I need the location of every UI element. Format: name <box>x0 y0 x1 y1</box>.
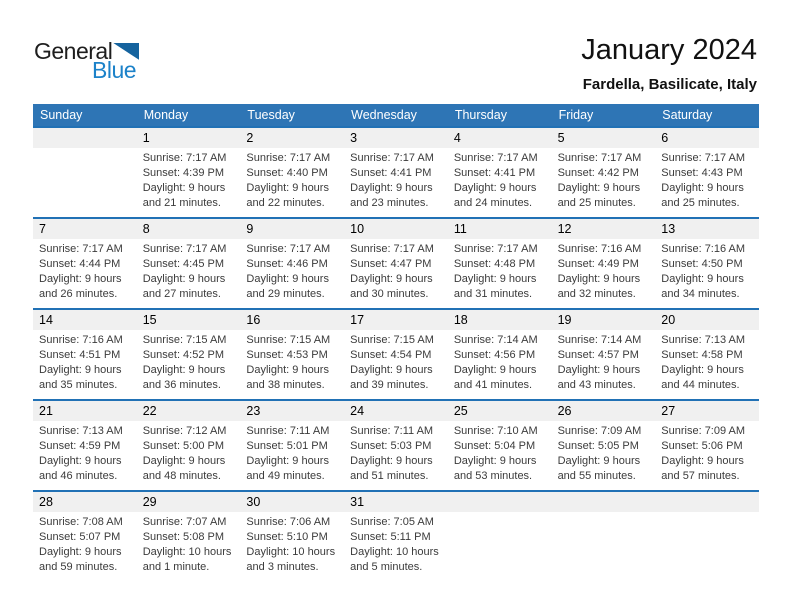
calendar-day-cell <box>448 128 552 217</box>
calendar-day-cell <box>655 401 759 490</box>
day-number: 4 <box>448 128 552 148</box>
sunset-line: Sunset: 5:00 PM <box>142 440 225 452</box>
week-row <box>33 126 759 217</box>
calendar-day-cell <box>33 401 137 490</box>
sunrise-line: Sunrise: 7:09 AM <box>661 425 746 437</box>
day-details <box>240 148 344 217</box>
sunrise-line: Sunrise: 7:12 AM <box>142 425 227 437</box>
sunset-line: Sunset: 5:01 PM <box>246 440 328 452</box>
daylight-line: Daylight: 9 hours and 51 minutes. <box>350 455 433 482</box>
calendar-day-cell <box>240 492 344 581</box>
sunset-line: Sunset: 4:58 PM <box>661 349 743 361</box>
daylight-line: Daylight: 9 hours and 46 minutes. <box>39 455 122 482</box>
day-number: 23 <box>240 401 344 421</box>
weekday-header-row <box>33 104 759 126</box>
calendar-day-cell <box>137 128 241 217</box>
calendar-day-cell <box>448 492 552 581</box>
daylight-line: Daylight: 9 hours and 36 minutes. <box>142 364 226 391</box>
calendar-day-cell <box>344 310 448 399</box>
daylight-line: Daylight: 9 hours and 44 minutes. <box>661 364 744 391</box>
daylight-line: Daylight: 9 hours and 41 minutes. <box>453 364 537 391</box>
weekday-thursday: Thursday <box>454 108 507 122</box>
calendar-day-cell <box>240 219 344 308</box>
day-number: 1 <box>137 128 241 148</box>
day-number: 21 <box>33 401 137 421</box>
day-number: 9 <box>240 219 344 239</box>
daylight-line: Daylight: 9 hours and 31 minutes. <box>453 273 537 300</box>
sunrise-line: Sunrise: 7:15 AM <box>142 334 227 346</box>
weekday-monday: Monday <box>143 108 189 122</box>
day-number: 28 <box>33 492 137 512</box>
daylight-line: Daylight: 10 hours and 1 minute. <box>142 546 232 573</box>
day-number: 19 <box>552 310 656 330</box>
day-details <box>344 512 448 581</box>
day-details <box>137 421 241 490</box>
week-row <box>33 217 759 308</box>
sunrise-line: Sunrise: 7:06 AM <box>246 516 331 528</box>
day-details <box>33 421 137 490</box>
sunset-line: Sunset: 5:07 PM <box>39 531 121 543</box>
daylight-line: Daylight: 9 hours and 35 minutes. <box>39 364 122 391</box>
daylight-line: Daylight: 9 hours and 34 minutes. <box>661 273 744 300</box>
day-details <box>240 421 344 490</box>
weekday-sunday: Sunday <box>40 108 83 122</box>
sunset-line: Sunset: 4:48 PM <box>453 258 536 270</box>
sunrise-line: Sunrise: 7:17 AM <box>39 243 123 255</box>
day-number: 16 <box>240 310 344 330</box>
day-number <box>552 492 656 512</box>
sunrise-line: Sunrise: 7:16 AM <box>661 243 746 255</box>
daylight-line: Daylight: 9 hours and 43 minutes. <box>557 364 641 391</box>
day-details <box>448 421 552 490</box>
week-row <box>33 308 759 399</box>
calendar-day-cell <box>552 310 656 399</box>
weekday-tuesday: Tuesday <box>247 108 295 122</box>
sunrise-line: Sunrise: 7:07 AM <box>142 516 227 528</box>
sunset-line: Sunset: 5:08 PM <box>142 531 225 543</box>
daylight-line: Daylight: 9 hours and 55 minutes. <box>557 455 641 482</box>
calendar-day-cell <box>240 401 344 490</box>
calendar-day-cell <box>448 401 552 490</box>
general-blue-logo <box>34 40 139 82</box>
calendar-day-cell <box>33 128 137 217</box>
calendar-day-cell <box>655 219 759 308</box>
calendar-day-cell <box>655 128 759 217</box>
daylight-line: Daylight: 10 hours and 5 minutes. <box>350 546 439 573</box>
calendar-day-cell <box>240 310 344 399</box>
day-details <box>552 239 656 308</box>
day-number: 11 <box>448 219 552 239</box>
sunrise-line: Sunrise: 7:14 AM <box>557 334 642 346</box>
daylight-line: Daylight: 9 hours and 24 minutes. <box>453 182 537 209</box>
sunset-line: Sunset: 4:46 PM <box>246 258 328 270</box>
weekday-friday: Friday <box>558 108 594 122</box>
daylight-line: Daylight: 9 hours and 38 minutes. <box>246 364 329 391</box>
day-number: 10 <box>344 219 448 239</box>
day-details <box>137 512 241 581</box>
logo-text-blue: Blue <box>92 57 137 83</box>
sunset-line: Sunset: 4:49 PM <box>557 258 639 270</box>
daylight-line: Daylight: 10 hours and 3 minutes. <box>246 546 336 573</box>
sunrise-line: Sunrise: 7:05 AM <box>350 516 434 528</box>
day-number: 5 <box>552 128 656 148</box>
day-details <box>240 512 344 581</box>
calendar-day-cell <box>137 219 241 308</box>
day-number: 20 <box>655 310 759 330</box>
day-number: 24 <box>344 401 448 421</box>
day-details <box>448 148 552 217</box>
calendar-day-cell <box>448 310 552 399</box>
sunrise-line: Sunrise: 7:17 AM <box>350 152 434 164</box>
calendar-day-cell <box>344 219 448 308</box>
day-details <box>344 330 448 399</box>
day-details <box>655 148 759 217</box>
sunrise-line: Sunrise: 7:10 AM <box>453 425 538 437</box>
sunrise-line: Sunrise: 7:11 AM <box>350 425 434 437</box>
sunset-line: Sunset: 5:10 PM <box>246 531 328 543</box>
sunset-line: Sunset: 4:50 PM <box>661 258 743 270</box>
daylight-line: Daylight: 9 hours and 32 minutes. <box>557 273 641 300</box>
daylight-line: Daylight: 9 hours and 21 minutes. <box>142 182 226 209</box>
day-number: 14 <box>33 310 137 330</box>
sunrise-line: Sunrise: 7:15 AM <box>246 334 331 346</box>
calendar-day-cell <box>240 128 344 217</box>
calendar-day-cell <box>33 310 137 399</box>
day-details <box>33 330 137 399</box>
day-number: 17 <box>344 310 448 330</box>
day-details <box>344 239 448 308</box>
daylight-line: Daylight: 9 hours and 39 minutes. <box>350 364 433 391</box>
sunset-line: Sunset: 4:43 PM <box>661 167 743 179</box>
calendar-day-cell <box>344 492 448 581</box>
calendar-day-cell <box>33 492 137 581</box>
calendar-day-cell <box>344 128 448 217</box>
logo-text-general: General <box>34 38 113 64</box>
daylight-line: Daylight: 9 hours and 26 minutes. <box>39 273 122 300</box>
sunrise-line: Sunrise: 7:08 AM <box>39 516 123 528</box>
day-number: 27 <box>655 401 759 421</box>
day-details <box>344 421 448 490</box>
calendar-day-cell <box>552 128 656 217</box>
day-details <box>552 148 656 217</box>
sunset-line: Sunset: 4:45 PM <box>142 258 225 270</box>
day-details <box>137 330 241 399</box>
calendar-day-cell <box>137 492 241 581</box>
day-details <box>33 512 137 581</box>
calendar-table <box>33 104 759 581</box>
day-number: 29 <box>137 492 241 512</box>
calendar-day-cell <box>655 492 759 581</box>
sunrise-line: Sunrise: 7:17 AM <box>246 243 331 255</box>
day-number: 26 <box>552 401 656 421</box>
sunrise-line: Sunrise: 7:09 AM <box>557 425 642 437</box>
calendar-day-cell <box>137 310 241 399</box>
sunrise-line: Sunrise: 7:13 AM <box>39 425 123 437</box>
sunset-line: Sunset: 4:41 PM <box>350 167 432 179</box>
day-number: 15 <box>137 310 241 330</box>
daylight-line: Daylight: 9 hours and 27 minutes. <box>142 273 226 300</box>
sunset-line: Sunset: 5:05 PM <box>557 440 639 452</box>
day-details <box>137 148 241 217</box>
sunrise-line: Sunrise: 7:13 AM <box>661 334 746 346</box>
sunset-line: Sunset: 4:54 PM <box>350 349 432 361</box>
day-details <box>552 421 656 490</box>
day-number <box>33 128 137 148</box>
sunrise-line: Sunrise: 7:17 AM <box>453 152 538 164</box>
calendar-day-cell <box>137 401 241 490</box>
calendar-day-cell <box>448 219 552 308</box>
week-row <box>33 399 759 490</box>
sunrise-line: Sunrise: 7:11 AM <box>246 425 330 437</box>
sunrise-line: Sunrise: 7:17 AM <box>661 152 746 164</box>
day-number: 7 <box>33 219 137 239</box>
daylight-line: Daylight: 9 hours and 59 minutes. <box>39 546 122 573</box>
sunset-line: Sunset: 5:11 PM <box>350 531 431 543</box>
calendar-weeks <box>33 126 759 581</box>
day-number <box>448 492 552 512</box>
sunrise-line: Sunrise: 7:17 AM <box>142 152 227 164</box>
daylight-line: Daylight: 9 hours and 25 minutes. <box>557 182 641 209</box>
day-details <box>448 239 552 308</box>
sunrise-line: Sunrise: 7:17 AM <box>246 152 331 164</box>
sunset-line: Sunset: 4:56 PM <box>453 349 536 361</box>
sunset-line: Sunset: 4:51 PM <box>39 349 121 361</box>
sunrise-line: Sunrise: 7:17 AM <box>557 152 642 164</box>
sunset-line: Sunset: 5:06 PM <box>661 440 743 452</box>
sunset-line: Sunset: 4:57 PM <box>557 349 639 361</box>
calendar-day-cell <box>552 219 656 308</box>
day-number: 22 <box>137 401 241 421</box>
day-number <box>655 492 759 512</box>
sunset-line: Sunset: 4:39 PM <box>142 167 225 179</box>
day-details <box>655 330 759 399</box>
day-number: 31 <box>344 492 448 512</box>
daylight-line: Daylight: 9 hours and 23 minutes. <box>350 182 433 209</box>
weekday-wednesday: Wednesday <box>351 108 417 122</box>
sunset-line: Sunset: 4:53 PM <box>246 349 328 361</box>
calendar-day-cell <box>344 401 448 490</box>
sunset-line: Sunset: 5:03 PM <box>350 440 432 452</box>
sunrise-line: Sunrise: 7:17 AM <box>142 243 227 255</box>
sunset-line: Sunset: 4:52 PM <box>142 349 225 361</box>
day-number: 13 <box>655 219 759 239</box>
day-details <box>552 330 656 399</box>
day-number: 6 <box>655 128 759 148</box>
header <box>581 34 757 93</box>
sunset-line: Sunset: 4:40 PM <box>246 167 328 179</box>
day-number: 25 <box>448 401 552 421</box>
sunset-line: Sunset: 4:59 PM <box>39 440 121 452</box>
calendar-day-cell <box>655 310 759 399</box>
day-details <box>240 330 344 399</box>
location-subtitle: Fardella, Basilicate, Italy <box>582 76 757 93</box>
week-row <box>33 490 759 581</box>
day-number: 30 <box>240 492 344 512</box>
page-title: January 2024 <box>581 34 757 66</box>
day-details <box>344 148 448 217</box>
day-details <box>655 239 759 308</box>
sunrise-line: Sunrise: 7:16 AM <box>39 334 123 346</box>
day-details <box>655 421 759 490</box>
day-details <box>137 239 241 308</box>
sunset-line: Sunset: 4:44 PM <box>39 258 121 270</box>
daylight-line: Daylight: 9 hours and 49 minutes. <box>246 455 329 482</box>
daylight-line: Daylight: 9 hours and 57 minutes. <box>661 455 744 482</box>
day-number: 8 <box>137 219 241 239</box>
calendar-day-cell <box>552 401 656 490</box>
sunrise-line: Sunrise: 7:17 AM <box>453 243 538 255</box>
calendar-day-cell <box>33 219 137 308</box>
weekday-saturday: Saturday <box>662 108 713 122</box>
daylight-line: Daylight: 9 hours and 53 minutes. <box>453 455 537 482</box>
day-number: 2 <box>240 128 344 148</box>
day-details <box>448 330 552 399</box>
day-details <box>33 239 137 308</box>
daylight-line: Daylight: 9 hours and 22 minutes. <box>246 182 329 209</box>
sunrise-line: Sunrise: 7:14 AM <box>453 334 538 346</box>
day-number: 18 <box>448 310 552 330</box>
day-details <box>240 239 344 308</box>
daylight-line: Daylight: 9 hours and 30 minutes. <box>350 273 433 300</box>
sunrise-line: Sunrise: 7:16 AM <box>557 243 642 255</box>
sunset-line: Sunset: 4:42 PM <box>557 167 639 179</box>
calendar-day-cell <box>552 492 656 581</box>
daylight-line: Daylight: 9 hours and 25 minutes. <box>661 182 744 209</box>
daylight-line: Daylight: 9 hours and 29 minutes. <box>246 273 329 300</box>
sunrise-line: Sunrise: 7:15 AM <box>350 334 434 346</box>
day-number: 3 <box>344 128 448 148</box>
sunset-line: Sunset: 5:04 PM <box>453 440 536 452</box>
sunset-line: Sunset: 4:41 PM <box>453 167 536 179</box>
sunrise-line: Sunrise: 7:17 AM <box>350 243 434 255</box>
sunset-line: Sunset: 4:47 PM <box>350 258 432 270</box>
daylight-line: Daylight: 9 hours and 48 minutes. <box>142 455 226 482</box>
day-number: 12 <box>552 219 656 239</box>
